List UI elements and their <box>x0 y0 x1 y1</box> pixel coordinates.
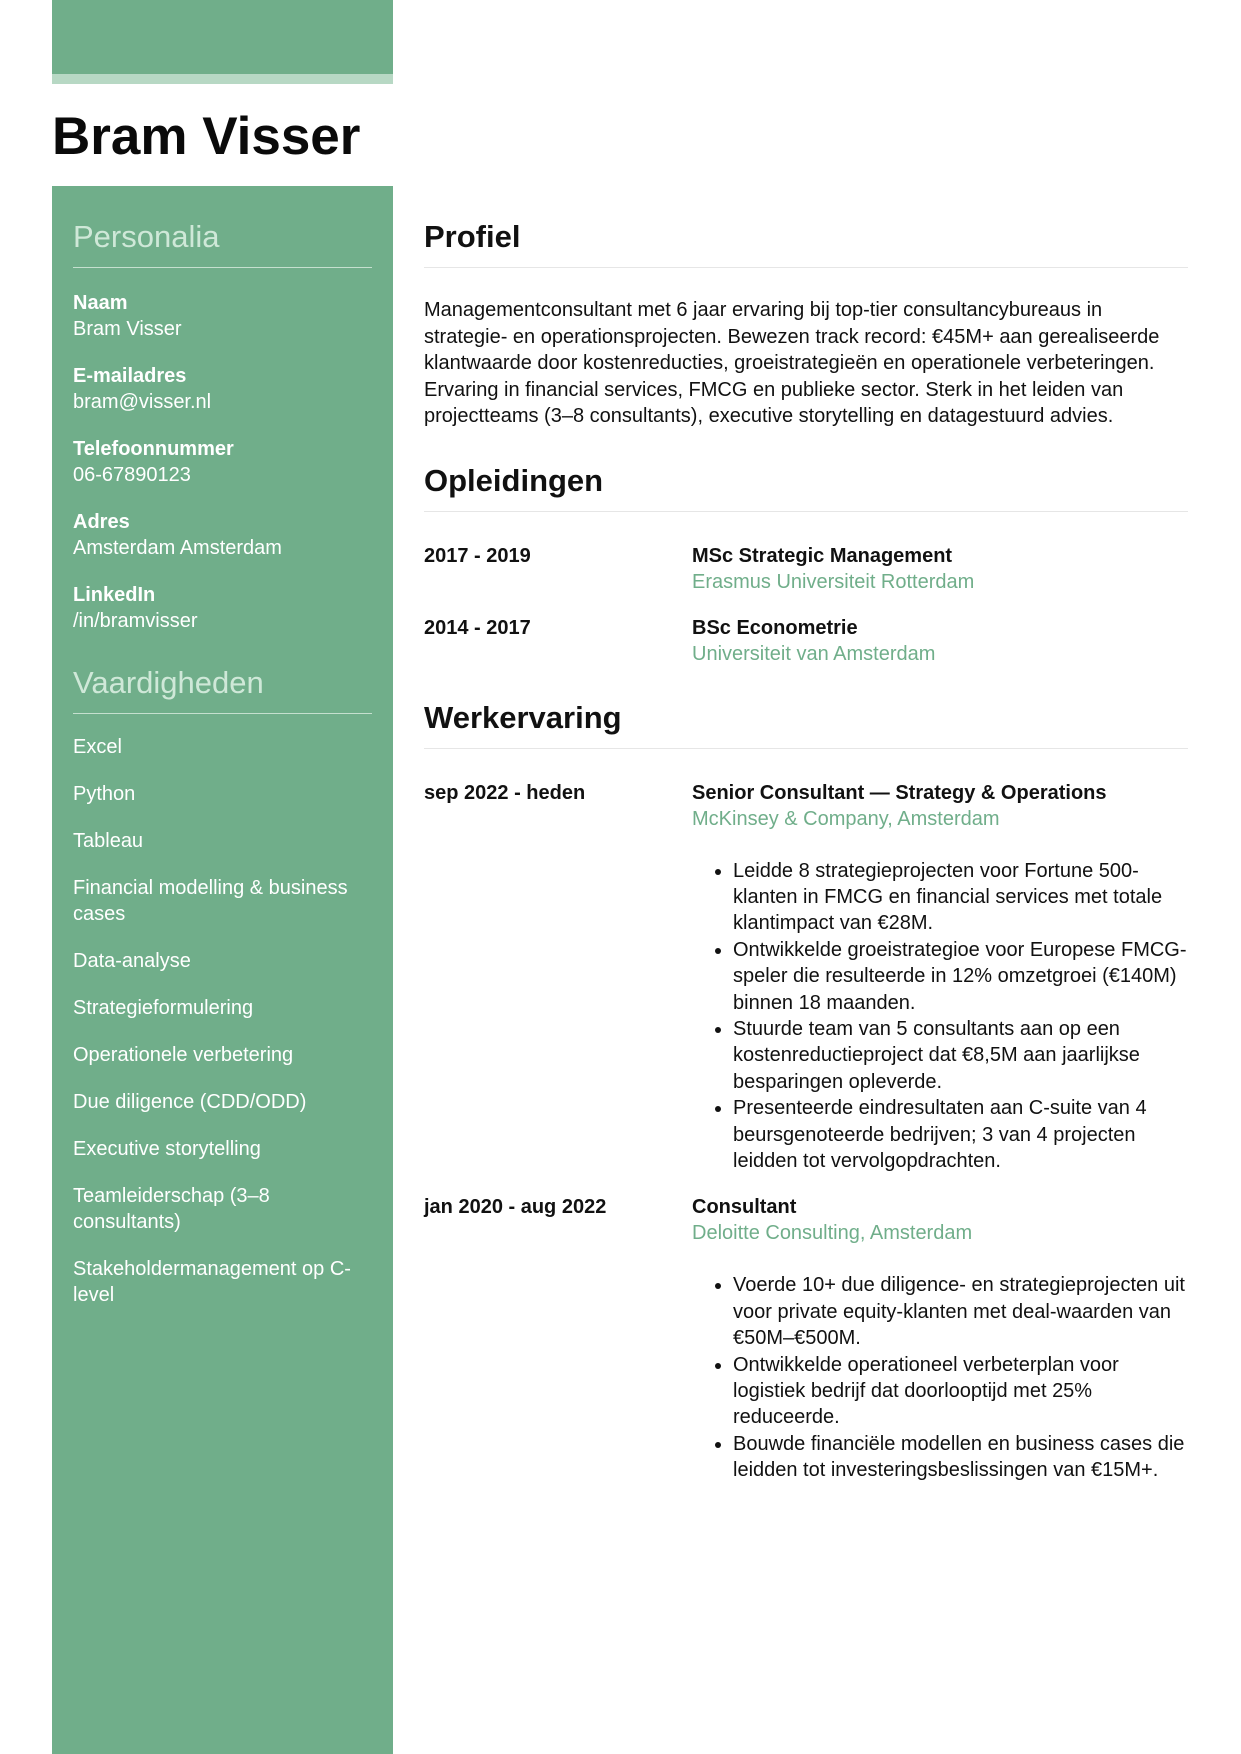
work-bullet: • Leidde 8 strategieprojecten voor Fortune 500-klanten in FMCG en financial services met totale klantimpact van €28M. <box>733 858 1188 937</box>
skill-item: Executive storytelling <box>73 1138 261 1160</box>
skill-item: Tableau <box>73 830 144 852</box>
personalia-item-address <box>73 509 372 561</box>
education-entry <box>424 543 1188 595</box>
education-details <box>692 543 1188 595</box>
skill-item: Data-analyse <box>73 950 191 972</box>
header-color-band <box>52 0 393 84</box>
work-bullet: • Voerde 10+ due diligence- en strategieprojecten uit voor private equity-klanten met deal-waarden van €50M–€500M. <box>733 1272 1188 1351</box>
personalia-value: Bram Visser <box>73 318 182 340</box>
personalia-label: LinkedIn <box>73 584 156 606</box>
work-details <box>692 1194 1188 1483</box>
work-dates: jan 2020 - aug 2022 <box>424 1196 607 1219</box>
personalia-value: /in/bramvisser <box>73 610 198 632</box>
work-bullet: • Ontwikkelde operationeel verbeterplan voor logistiek bedrijf dat doorlooptijd met 25% reduceerde. <box>733 1352 1188 1431</box>
education-degree: BSc Econometrie <box>692 616 858 639</box>
candidate-name: Bram Visser <box>52 107 361 166</box>
personalia-label: Telefoonnummer <box>73 438 234 460</box>
personalia-heading: Personalia <box>73 219 372 268</box>
education-entry <box>424 615 1188 667</box>
sidebar <box>52 186 393 1754</box>
main-content <box>424 186 1188 1504</box>
education-dates: 2014 - 2017 <box>424 616 531 639</box>
personalia-value: 06-67890123 <box>73 464 191 486</box>
skill-item: Python <box>73 783 136 805</box>
personalia-label: Naam <box>73 292 128 314</box>
education-heading: Opleidingen <box>424 463 1188 512</box>
skill-item: Due diligence (CDD/ODD) <box>73 1091 307 1113</box>
work-bullets <box>692 1272 1188 1483</box>
education-details <box>692 615 1188 667</box>
skill-item: Operationele verbetering <box>73 1044 294 1066</box>
work-list <box>424 780 1188 1484</box>
education-list <box>424 543 1188 667</box>
skill-item: Stakeholdermanagement op C-level <box>73 1258 351 1306</box>
skills-list <box>73 734 372 1308</box>
personalia-value: bram@visser.nl <box>73 391 212 413</box>
education-dates: 2017 - 2019 <box>424 544 531 567</box>
skill-item: Financial modelling & business cases <box>73 877 348 925</box>
work-dates: sep 2022 - heden <box>424 781 586 804</box>
work-bullet: • Presenteerde eindresultaten aan C-suite van 4 beursgenoteerde bedrijven; 3 van 4 projecten leidden tot vervolgopdrachten. <box>733 1095 1188 1174</box>
personalia-list <box>73 290 372 634</box>
personalia-item-email <box>73 363 372 415</box>
personalia-item-name <box>73 290 372 342</box>
work-entry <box>424 780 1188 1175</box>
work-company: Deloitte Consulting, Amsterdam <box>692 1222 973 1245</box>
personalia-label: E-mailadres <box>73 365 187 387</box>
work-bullet: • Bouwde financiële modellen en business cases die leidden tot investeringsbeslissingen van €15M+. <box>733 1431 1188 1484</box>
skill-item: Teamleiderschap (3–8 consultants) <box>73 1185 270 1233</box>
work-company: McKinsey & Company, Amsterdam <box>692 807 1000 830</box>
skills-heading: Vaardigheden <box>73 665 372 714</box>
work-role: Senior Consultant — Strategy & Operations <box>692 781 1107 804</box>
work-role: Consultant <box>692 1196 797 1219</box>
work-entry <box>424 1194 1188 1483</box>
personalia-item-linkedin <box>73 582 372 634</box>
profile-heading: Profiel <box>424 219 1188 268</box>
work-details <box>692 780 1188 1175</box>
work-bullet: • Ontwikkelde groeistrategioe voor Europese FMCG-speler die resulteerde in 12% omzetgroei (€140M) binnen 18 maanden. <box>733 937 1188 1016</box>
skill-item: Excel <box>73 736 122 758</box>
work-heading: Werkervaring <box>424 700 1188 749</box>
education-school: Erasmus Universiteit Rotterdam <box>692 570 975 593</box>
personalia-value: Amsterdam Amsterdam <box>73 537 282 559</box>
work-bullets <box>692 858 1188 1175</box>
personalia-item-phone <box>73 436 372 488</box>
header-accent-line <box>52 74 393 84</box>
skill-item: Strategieformulering <box>73 997 254 1019</box>
work-bullet: • Stuurde team van 5 consultants aan op een kostenreductieproject dat €8,5M aan jaarlijkse besparingen opleverde. <box>733 1016 1188 1095</box>
profile-text: Managementconsultant met 6 jaar ervaring bij top-tier consultancybureaus in strategie- en operationsprojecten. Bewezen track record: €45M+ aan gerealiseerde klantwaarde door kostenreducties, groeistrategieën en operationele verbeteringen. Ervaring in financial services, FMCG en publieke sector. Sterk in het leiden van projectteams (3–8 consultants), executive storytelling en datagestuurd advies. <box>424 299 1160 427</box>
education-degree: MSc Strategic Management <box>692 544 953 567</box>
education-school: Universiteit van Amsterdam <box>692 642 936 665</box>
personalia-label: Adres <box>73 511 130 533</box>
